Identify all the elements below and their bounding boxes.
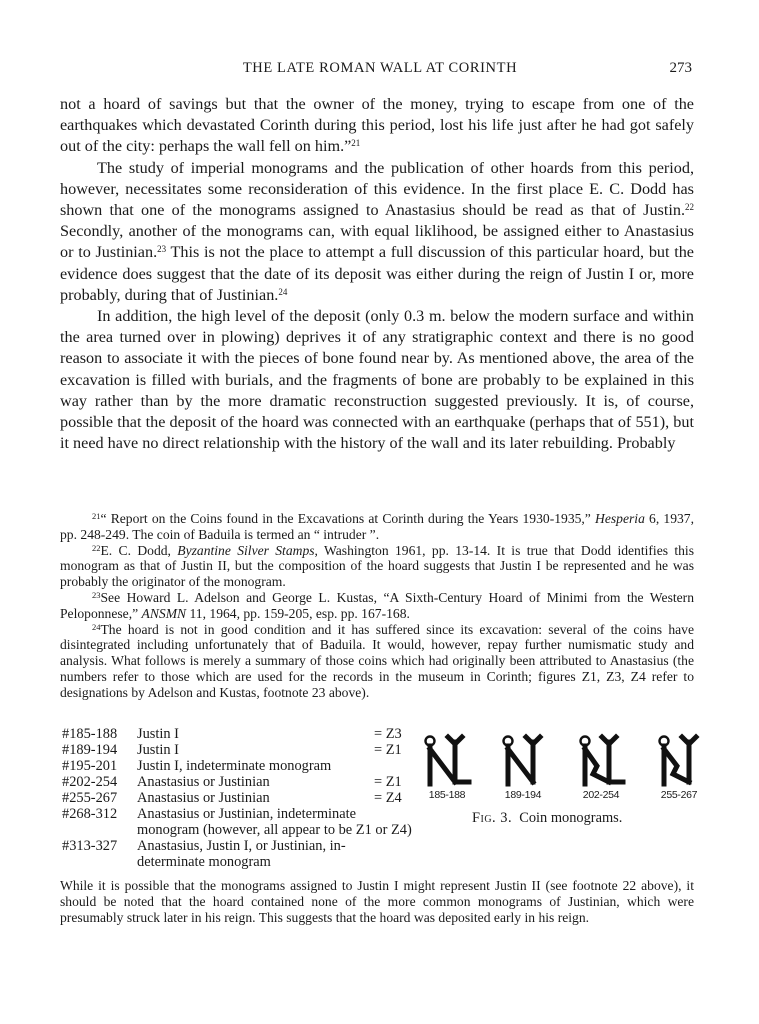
monogram-label: 189-194: [504, 789, 542, 801]
paragraph-3-text: In addition, the high level of the deposit (only 0.3 m. below the modern surface and within the area turned over in plowing) deprives it of any stratigraphic context and there is no good reason to associate it with the pieces of bone found near by. As mentioned above, the area of the excavation is filled with burials, and the fragments of bone are probably to be explained in this way rather than by the more dramatic reconstruction suggested previously. It is, of course, possible that the deposit of the hoard was connected with an earthquake (perhaps that of 551), but it need have no direct relationship with the history of the wall and its later rebuilding. Probably: [60, 307, 694, 453]
figure-3-coin-monograms: [415, 727, 710, 837]
coin-attribution: determinate monogram: [137, 854, 271, 870]
coin-designation: = Z4: [374, 790, 402, 806]
monogram-label: 202-254: [582, 789, 620, 801]
paragraph-2-text-a: The study of imperial monograms and the publication of other hoards from this period, however, necessitates some reconsideration of this evidence. In the first place E. C. Dodd has shown that one of the monograms assigned to Anastasius should be read as that of Justin.: [60, 158, 694, 220]
footnote-22-book-title: Byzantine Silver Stamps: [177, 542, 315, 558]
footnote-21-number: 21: [92, 511, 101, 521]
paragraph-1: [60, 94, 694, 158]
footnote-23-journal: ANSMN: [141, 605, 187, 621]
footnote-22-number: 22: [92, 542, 101, 553]
coin-attribution: Justin I: [137, 742, 179, 758]
footnote-22-text-b: , Washington 1961, pp. 13-14. It is true that Dodd identifies this monogram as that of Justin II, but the composition of the hoard suggests that Justin I be represented and he was probably the originator of the monogram.: [60, 542, 694, 590]
paragraph-2-text-c: This is not the place to attempt a full discussion of this particular hoard, but the evidence does suggest that the date of its deposit was either during the reign of Justin I or, more probably, during that of Justinian.: [60, 243, 694, 304]
coin-attribution: Justin I: [137, 726, 179, 742]
table-row: [62, 727, 422, 743]
monogram-label: 185-188: [428, 789, 466, 801]
footnote-22: [60, 543, 694, 590]
coin-range: #202-254: [62, 774, 118, 790]
footnote-24-text: The hoard is not in good condition and it has suffered since its excavation: several of the coins have disintegrated including unfortunately that of Baduila. It would, however, repay further numismatic study and analysis. What follows is merely a summary of those coins which had originally been attributed to Anastasius (the numbers refer to those which are used for the records in the museum in Corinth; figures Z1, Z3, Z4 refer to designations by Adelson and Kustas, footnote 23 above).: [60, 621, 694, 700]
coin-range: #268-312: [62, 806, 118, 822]
monogram-label: 255-267: [660, 789, 698, 801]
coin-range: #255-267: [62, 790, 118, 806]
coin-designation: = Z3: [374, 726, 402, 742]
coin-range: #189-194: [62, 742, 118, 758]
coin-range: #185-188: [62, 726, 118, 742]
footnote-ref-23: 23: [157, 244, 167, 255]
running-head: [60, 58, 700, 80]
footnote-24: [60, 622, 694, 701]
table-row: [62, 759, 422, 775]
footnote-21-text-a: “ Report on the Coins found in the Excavations at Corinth during the Years 1930-1935,”: [100, 511, 596, 526]
footnote-24-number: 24: [92, 621, 101, 632]
coin-attribution: Anastasius or Justinian, indeterminate: [137, 806, 357, 822]
footnote-23: [60, 590, 694, 622]
coin-attribution: monogram (however, all appear to be Z1 or Z4): [137, 822, 412, 838]
table-row: [62, 775, 422, 791]
monogram-255-267-drawing: [649, 732, 709, 790]
table-row: [62, 839, 422, 855]
figure-caption-label: Fig. 3.: [472, 810, 513, 826]
footnote-23-text-b: 11, 1964, pp. 159-205, esp. pp. 167-168.: [186, 605, 410, 621]
coin-designation: = Z1: [374, 742, 402, 758]
paragraph-2-text-b: Secondly, another of the monograms can, with equal liklihood, be assigned either to Anastasius or to Justinian.: [60, 222, 694, 262]
footnote-23-text-a: See Howard L. Adelson and George L. Kustas, “A Sixth-Century Hoard of Minimi from the Western Peloponnese,”: [60, 589, 694, 621]
monogram-202-254: [571, 732, 631, 790]
monogram-189-194-drawing: [493, 732, 553, 790]
monogram-202-254-drawing: [571, 732, 631, 790]
figure-caption-text: Coin monograms.: [519, 810, 623, 826]
table-row: [62, 791, 422, 807]
coin-attribution: Anastasius or Justinian: [137, 790, 270, 806]
coin-attribution: Justin I, indeterminate monogram: [137, 758, 332, 774]
coin-attribution: Anastasius or Justinian: [137, 774, 270, 790]
footnote-ref-24: 24: [278, 286, 288, 297]
figure-caption: [472, 810, 622, 827]
table-row: [62, 743, 422, 759]
table-row: [62, 823, 422, 839]
monogram-185-188-drawing: [417, 732, 477, 790]
coin-range: #195-201: [62, 758, 118, 774]
footnote-21-text-b: 6, 1937, pp. 248-249. The coin of Baduila is termed an “ intruder ”.: [60, 511, 695, 542]
table-row: [62, 807, 422, 823]
footnotes: [60, 511, 694, 701]
coin-range: #313-327: [62, 838, 118, 854]
monogram-255-267: [649, 732, 709, 790]
coin-attribution: Anastasius, Justin I, or Justinian, in-: [137, 838, 346, 854]
footnote-ref-21: 21: [351, 138, 361, 149]
paragraph-2: [60, 158, 694, 306]
footnote-23-number: 23: [92, 589, 101, 600]
running-title: THE LATE ROMAN WALL AT CORINTH: [242, 60, 518, 76]
coin-table: [62, 727, 422, 871]
monogram-189-194: [493, 732, 553, 790]
closing-text: While it is possible that the monograms assigned to Justin I might represent Justin II (see footnote 22 above), it should be noted that the hoard contained none of the more common monograms of Justinian, which were presumably struck later in his reign. This suggests that the hoard was deposited early in his reign.: [60, 878, 694, 925]
coin-designation: = Z1: [374, 774, 402, 790]
footnote-21-journal: Hesperia: [595, 511, 645, 526]
paragraph-1-text: not a hoard of savings but that the owner of the money, trying to escape from one of the earthquakes which devastated Corinth during this period, lost his life just after he had got safely out of the city: perhaps the wall fell on him.”: [60, 95, 694, 156]
page-number: 273: [669, 60, 692, 76]
monogram-185-188: [417, 732, 477, 790]
closing-paragraph: [60, 878, 694, 925]
table-row: [62, 855, 422, 871]
body-text: [60, 94, 694, 454]
footnote-21: [60, 511, 694, 543]
footnote-ref-22: 22: [685, 202, 694, 213]
paragraph-3: [60, 306, 694, 454]
footnote-22-text-a: E. C. Dodd,: [100, 542, 178, 558]
